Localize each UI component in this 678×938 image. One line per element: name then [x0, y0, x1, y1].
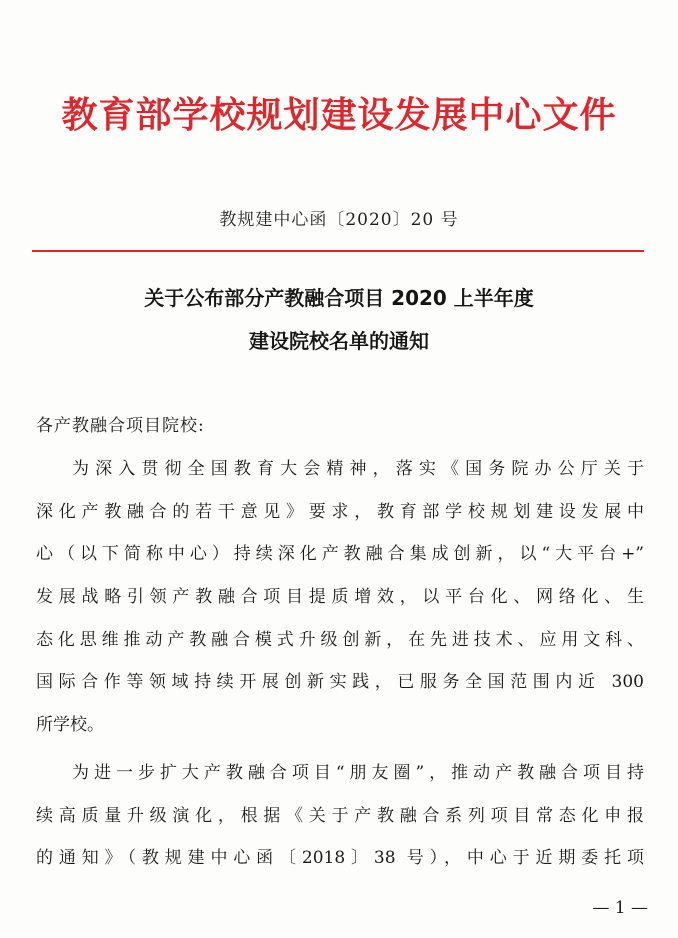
- paragraph-1-line: 国际合作等领域持续开展创新实践，已服务全国范围内近 300: [36, 672, 644, 692]
- salutation: 各产教融合项目院校:: [36, 416, 205, 436]
- paragraph-1-line: 心（以下简称中心）持续深化产教融合集成创新，以“大平台+”: [36, 544, 644, 564]
- document-number: 教规建中心函〔2020〕20 号: [219, 210, 459, 230]
- paragraph-1-line: 深化产教融合的若干意见》要求，教育部学校规划建设发展中: [36, 502, 644, 522]
- notice-title-line-2: 建设院校名单的通知: [249, 329, 429, 353]
- notice-title-line-1: 关于公布部分产教融合项目 2020 上半年度: [144, 286, 534, 310]
- paragraph-2-line: 的通知》（教规建中心函〔2018〕38 号），中心于近期委托项: [36, 848, 644, 868]
- paragraph-2-line: 为进一步扩大产教融合项目“朋友圈”，推动产教融合项目持: [72, 763, 644, 783]
- paragraph-1-line: 发展战略引领产教融合项目提质增效，以平台化、网络化、生: [36, 587, 644, 607]
- org-header-title: 教育部学校规划建设发展中心文件: [61, 95, 617, 136]
- paragraph-1-line: 所学校。: [36, 715, 104, 735]
- paragraph-2-line: 续高质量升级演化，根据《关于产教融合系列项目常态化申报: [36, 806, 644, 826]
- red-divider-line: [32, 250, 644, 252]
- page-number: — 1 —: [592, 898, 648, 918]
- paragraph-1-line: 为深入贯彻全国教育大会精神，落实《国务院办公厅关于: [72, 459, 644, 479]
- paragraph-1-line: 态化思维推动产教融合模式升级创新，在先进技术、应用文科、: [36, 630, 644, 650]
